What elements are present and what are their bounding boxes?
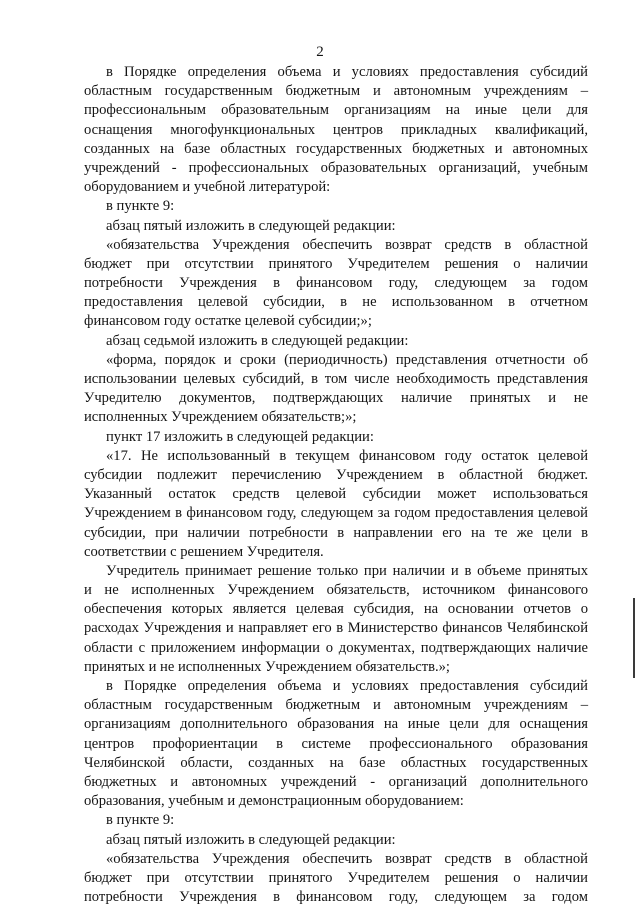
- text-line: «обязательства Учреждения обеспечить возврат средств в областной: [106, 236, 588, 253]
- text-line: абзац седьмой изложить в следующей редакции:: [106, 332, 409, 349]
- text-line: потребности Учреждения в финансовом году, следующем за годом: [84, 889, 588, 906]
- text-line: обеспечения которых является целевая субсидия, на основании отчетов о: [84, 601, 588, 618]
- text-line: пункт 17 изложить в следующей редакции:: [106, 428, 374, 445]
- text-line: областным государственным бюджетным и автономным учреждениям –: [84, 83, 588, 100]
- text-line: «форма, порядок и сроки (периодичность) представления отчетности об: [106, 351, 588, 368]
- text-line: оборудованием и учебной литературой:: [84, 179, 331, 196]
- text-line: предоставления целевой субсидии, в не использованном в отчетном: [84, 294, 588, 311]
- text-line: субсидии, при наличии потребности в направлении его на те же цели в: [84, 524, 588, 541]
- text-line: в пункте 9:: [106, 198, 175, 215]
- page-number: 2: [316, 44, 324, 60]
- text-line: в пункте 9:: [106, 812, 175, 829]
- text-line: расходах Учреждения и направляет его в Министерство финансов Челябинской: [84, 620, 588, 637]
- text-line: исполненных Учреждением обязательств;»;: [84, 409, 357, 426]
- text-line: Учредитель принимает решение только при наличии и в объеме принятых: [106, 562, 588, 579]
- body-text: [84, 63, 588, 907]
- text-line: бюджет при отсутствии принятого Учредителем решения о наличии: [84, 869, 588, 886]
- text-line: Челябинской области, созданных на базе областных государственных: [84, 754, 588, 771]
- text-line: и не исполненных Учреждением обязательств, источником финансового: [84, 582, 588, 599]
- text-line: в Порядке определения объема и условиях предоставления субсидий: [106, 64, 588, 80]
- text-line: принятых и не исполненных Учреждением обязательств.»;: [84, 658, 450, 675]
- text-line: Учреждением в финансовом году, следующем за годом предоставления целевой: [84, 505, 588, 522]
- text-line: соответствии с решением Учредителя.: [84, 543, 324, 560]
- text-line: бюджет при отсутствии принятого Учредителем решения о наличии: [84, 255, 588, 272]
- text-line: профессиональным образовательным организациям на иные цели для: [84, 102, 588, 119]
- scan-edge-mark: [633, 598, 635, 678]
- text-line: субсидии подлежит перечислению Учреждением в областной бюджет.: [84, 466, 588, 483]
- text-line: бюджетных и автономных учреждений - организаций дополнительного: [84, 773, 588, 790]
- text-line: образования, учебным и демонстрационным оборудованием:: [84, 793, 464, 810]
- text-line: области с приложением информации о документах, подтверждающих наличие: [84, 639, 588, 656]
- text-line: оснащения многофункциональных центров прикладных квалификаций,: [84, 121, 588, 138]
- text-line: потребности Учреждения в финансовом году, следующем за годом: [84, 275, 588, 292]
- text-line: использовании целевых субсидий, в том числе необходимость представления: [84, 371, 588, 387]
- text-line: абзац пятый изложить в следующей редакции:: [106, 831, 396, 848]
- text-line: созданных на базе областных государственных бюджетных и автономных: [84, 140, 588, 157]
- text-line: финансовом году остатке целевой субсидии;»;: [84, 313, 372, 330]
- text-line: абзац пятый изложить в следующей редакции:: [106, 217, 396, 234]
- text-line: Указанный остаток средств целевой субсидии может использоваться: [84, 486, 588, 503]
- text-line: организациям дополнительного образования на иные цели для оснащения: [84, 716, 588, 733]
- text-line: центров профориентации в системе профессионального образования: [84, 735, 588, 752]
- text-line: областным государственным бюджетным и автономным учреждениям –: [84, 697, 588, 714]
- text-line: в Порядке определения объема и условиях предоставления субсидий: [106, 678, 588, 694]
- text-line: учреждений - профессиональных образовательных организаций, учебным: [84, 159, 588, 176]
- text-line: «17. Не использованный в текущем финансовом году остаток целевой: [106, 447, 588, 464]
- text-line: Учредителю документов, подтверждающих наличие принятых и не: [84, 390, 588, 407]
- text-line: «обязательства Учреждения обеспечить возврат средств в областной: [106, 850, 588, 867]
